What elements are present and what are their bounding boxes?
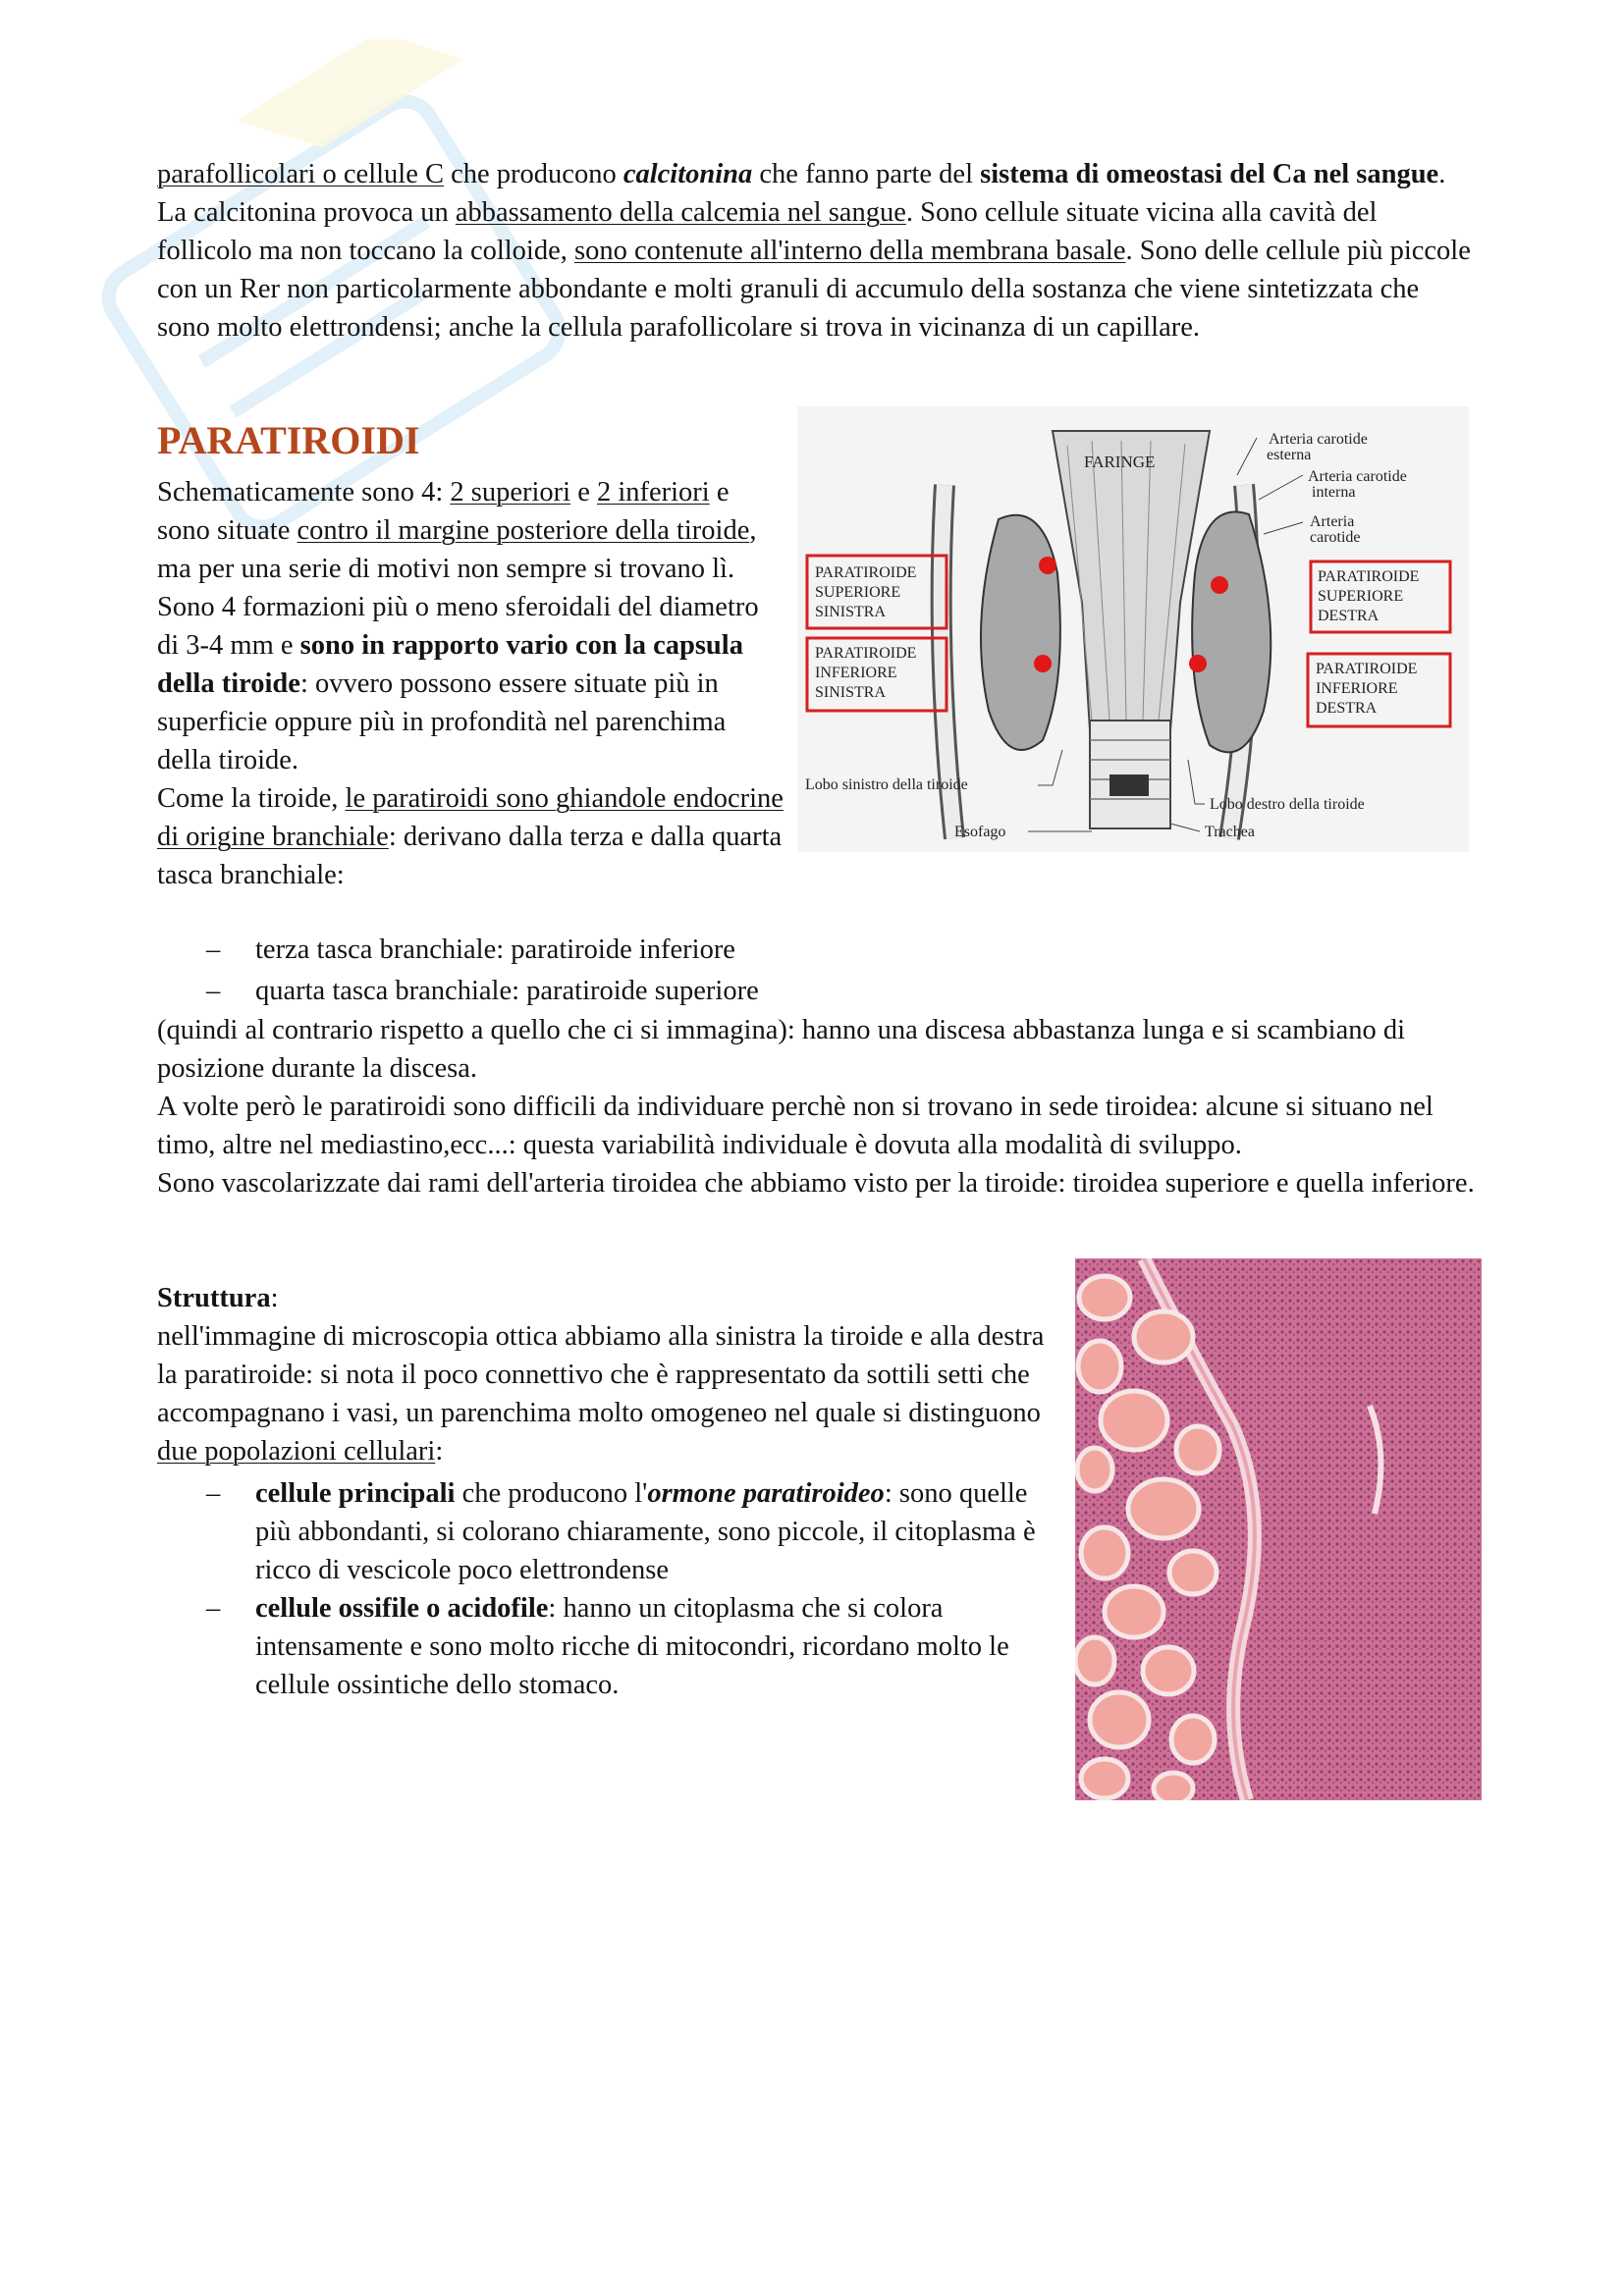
svg-text:INFERIORE: INFERIORE [815, 665, 897, 681]
svg-text:PARATIROIDE: PARATIROIDE [1318, 568, 1420, 585]
term-calcitonina: calcitonina [622, 159, 753, 189]
svg-text:DESTRA: DESTRA [1316, 700, 1378, 717]
dot-sup-dx [1211, 576, 1228, 594]
section-title: PARATIROIDI [157, 418, 420, 462]
struttura-heading: Struttura [157, 1283, 271, 1313]
svg-text:Arteria carotide: Arteria carotide [1269, 431, 1368, 448]
svg-text:Arteria: Arteria [1310, 513, 1355, 530]
svg-text:SUPERIORE: SUPERIORE [1318, 588, 1404, 605]
svg-text:SINISTRA: SINISTRA [815, 684, 887, 701]
list-item: – terza tasca branchiale: paratiroide inferiore [206, 934, 735, 965]
svg-text:interna: interna [1312, 484, 1356, 501]
struttura-text: Struttura: nell'immagine di microscopia ottica abbiamo alla sinistra la tiroide e alla destra la paratiroide: si nota il poco connettivo che è rappresentato da sottili setti che accompagnano i vasi, un parenchima molto omogeneo nel quale si distinguono due popolazioni cellulari: – cellule principali che producono l'ormone paratiroideo: sono quelle più abbondanti, si colorano chiaramente, sono piccole, il citoplasma è ricco di vescicole poco elettrondense – cellule ossifile o acidofile: hanno un citoplasma che si colora intensamente e sono molto ricche di mitocondri, ricordano molto le cellule ossintiche dello stomaco. [157, 1279, 1065, 1704]
dot-inf-dx [1189, 655, 1207, 672]
parathyroid-diagram [797, 406, 1469, 852]
branchial-list [157, 930, 1478, 1012]
svg-text:INFERIORE: INFERIORE [1316, 680, 1398, 697]
svg-text:esterna: esterna [1267, 447, 1312, 463]
svg-text:Esofago: Esofago [954, 824, 1006, 840]
svg-text:Lobo sinistro della tiroide: Lobo sinistro della tiroide [805, 776, 968, 793]
svg-text:carotide: carotide [1310, 529, 1361, 546]
label-faringe: FARINGE [1084, 453, 1156, 471]
term-omeostasi: sistema di omeostasi del Ca nel sangue [980, 159, 1439, 189]
list-item: – quarta tasca branchiale: paratiroide superiore [206, 976, 759, 1006]
svg-text:PARATIROIDE: PARATIROIDE [1316, 661, 1418, 677]
list-item: – cellule ossifile o acidofile: hanno un citoplasma che si colora intensamente e sono molto ricche di mitocondri, ricordano molto le cellule ossintiche dello stomaco. [206, 1593, 1009, 1700]
text-underlined: parafollicolari o cellule C [157, 159, 444, 189]
svg-text:Trachea: Trachea [1205, 824, 1255, 840]
paratiroidi-left-text: Schematicamente sono 4: 2 superiori e 2 inferiori e sono situate contro il margine posteriore della tiroide, ma per una serie di motivi non sempre si trovano lì. Sono 4 formazioni più o meno sferoidali del diametro di 3-4 mm e sono in rapporto vario con la capsula della tiroide: ovvero possono essere situate più in superficie oppure più in profondità nel parenchima della tiroide. Come la tiroide, le paratiroidi sono ghiandole endocrine di origine branchiale: derivano dalla terza e dalla quarta tasca branchiale: [157, 477, 784, 890]
svg-text:Arteria carotide: Arteria carotide [1308, 468, 1407, 485]
svg-text:PARATIROIDE: PARATIROIDE [815, 645, 917, 662]
svg-text:Lobo destro della tiroide: Lobo destro della tiroide [1210, 796, 1365, 813]
middle-paragraphs: (quindi al contrario rispetto a quello che ci si immagina): hanno una discesa abbastanza lunga e si scambiano di posizione durante la discesa. A volte però le paratiroidi sono difficili da individuare perchè non si trovano in sede tiroidea: alcune si situano nel timo, altre nel mediastino,ecc...: questa variabilità individuale è dovuta alla modalità di sviluppo. Sono vascolarizzate dai rami dell'arteria tiroidea che abbiamo visto per la tiroide: tiroidea superiore e quella inferiore. [157, 1015, 1475, 1199]
histology-micrograph [1075, 1258, 1482, 1800]
svg-text:DESTRA: DESTRA [1318, 608, 1380, 624]
dot-sup-sx [1039, 557, 1056, 574]
svg-text:SUPERIORE: SUPERIORE [815, 584, 901, 601]
dot-inf-sx [1034, 655, 1052, 672]
list-item: – cellule principali che producono l'ormone paratiroideo: sono quelle più abbondanti, si colorano chiaramente, sono piccole, il citoplasma è ricco di vescicole poco elettrondense [206, 1478, 1036, 1585]
svg-text:SINISTRA: SINISTRA [815, 604, 887, 620]
intro-paragraph: parafollicolari o cellule C che producono calcitonina che fanno parte del sistema di omeostasi del Ca nel sangue. La calcitonina provoca un abbassamento della calcemia nel sangue. Sono cellule situate vicina alla cavità del follicolo ma non toccano la colloide, sono contenute all'interno della membrana basale. Sono delle cellule più piccole con un Rer non particolarmente abbondante e molti granuli di accumulo della sostanza che viene sintetizzata che sono molto elettrondensi; anche la cellula parafollicolare si trova in vicinanza di un capillare. [157, 159, 1471, 343]
svg-text:PARATIROIDE: PARATIROIDE [815, 564, 917, 581]
